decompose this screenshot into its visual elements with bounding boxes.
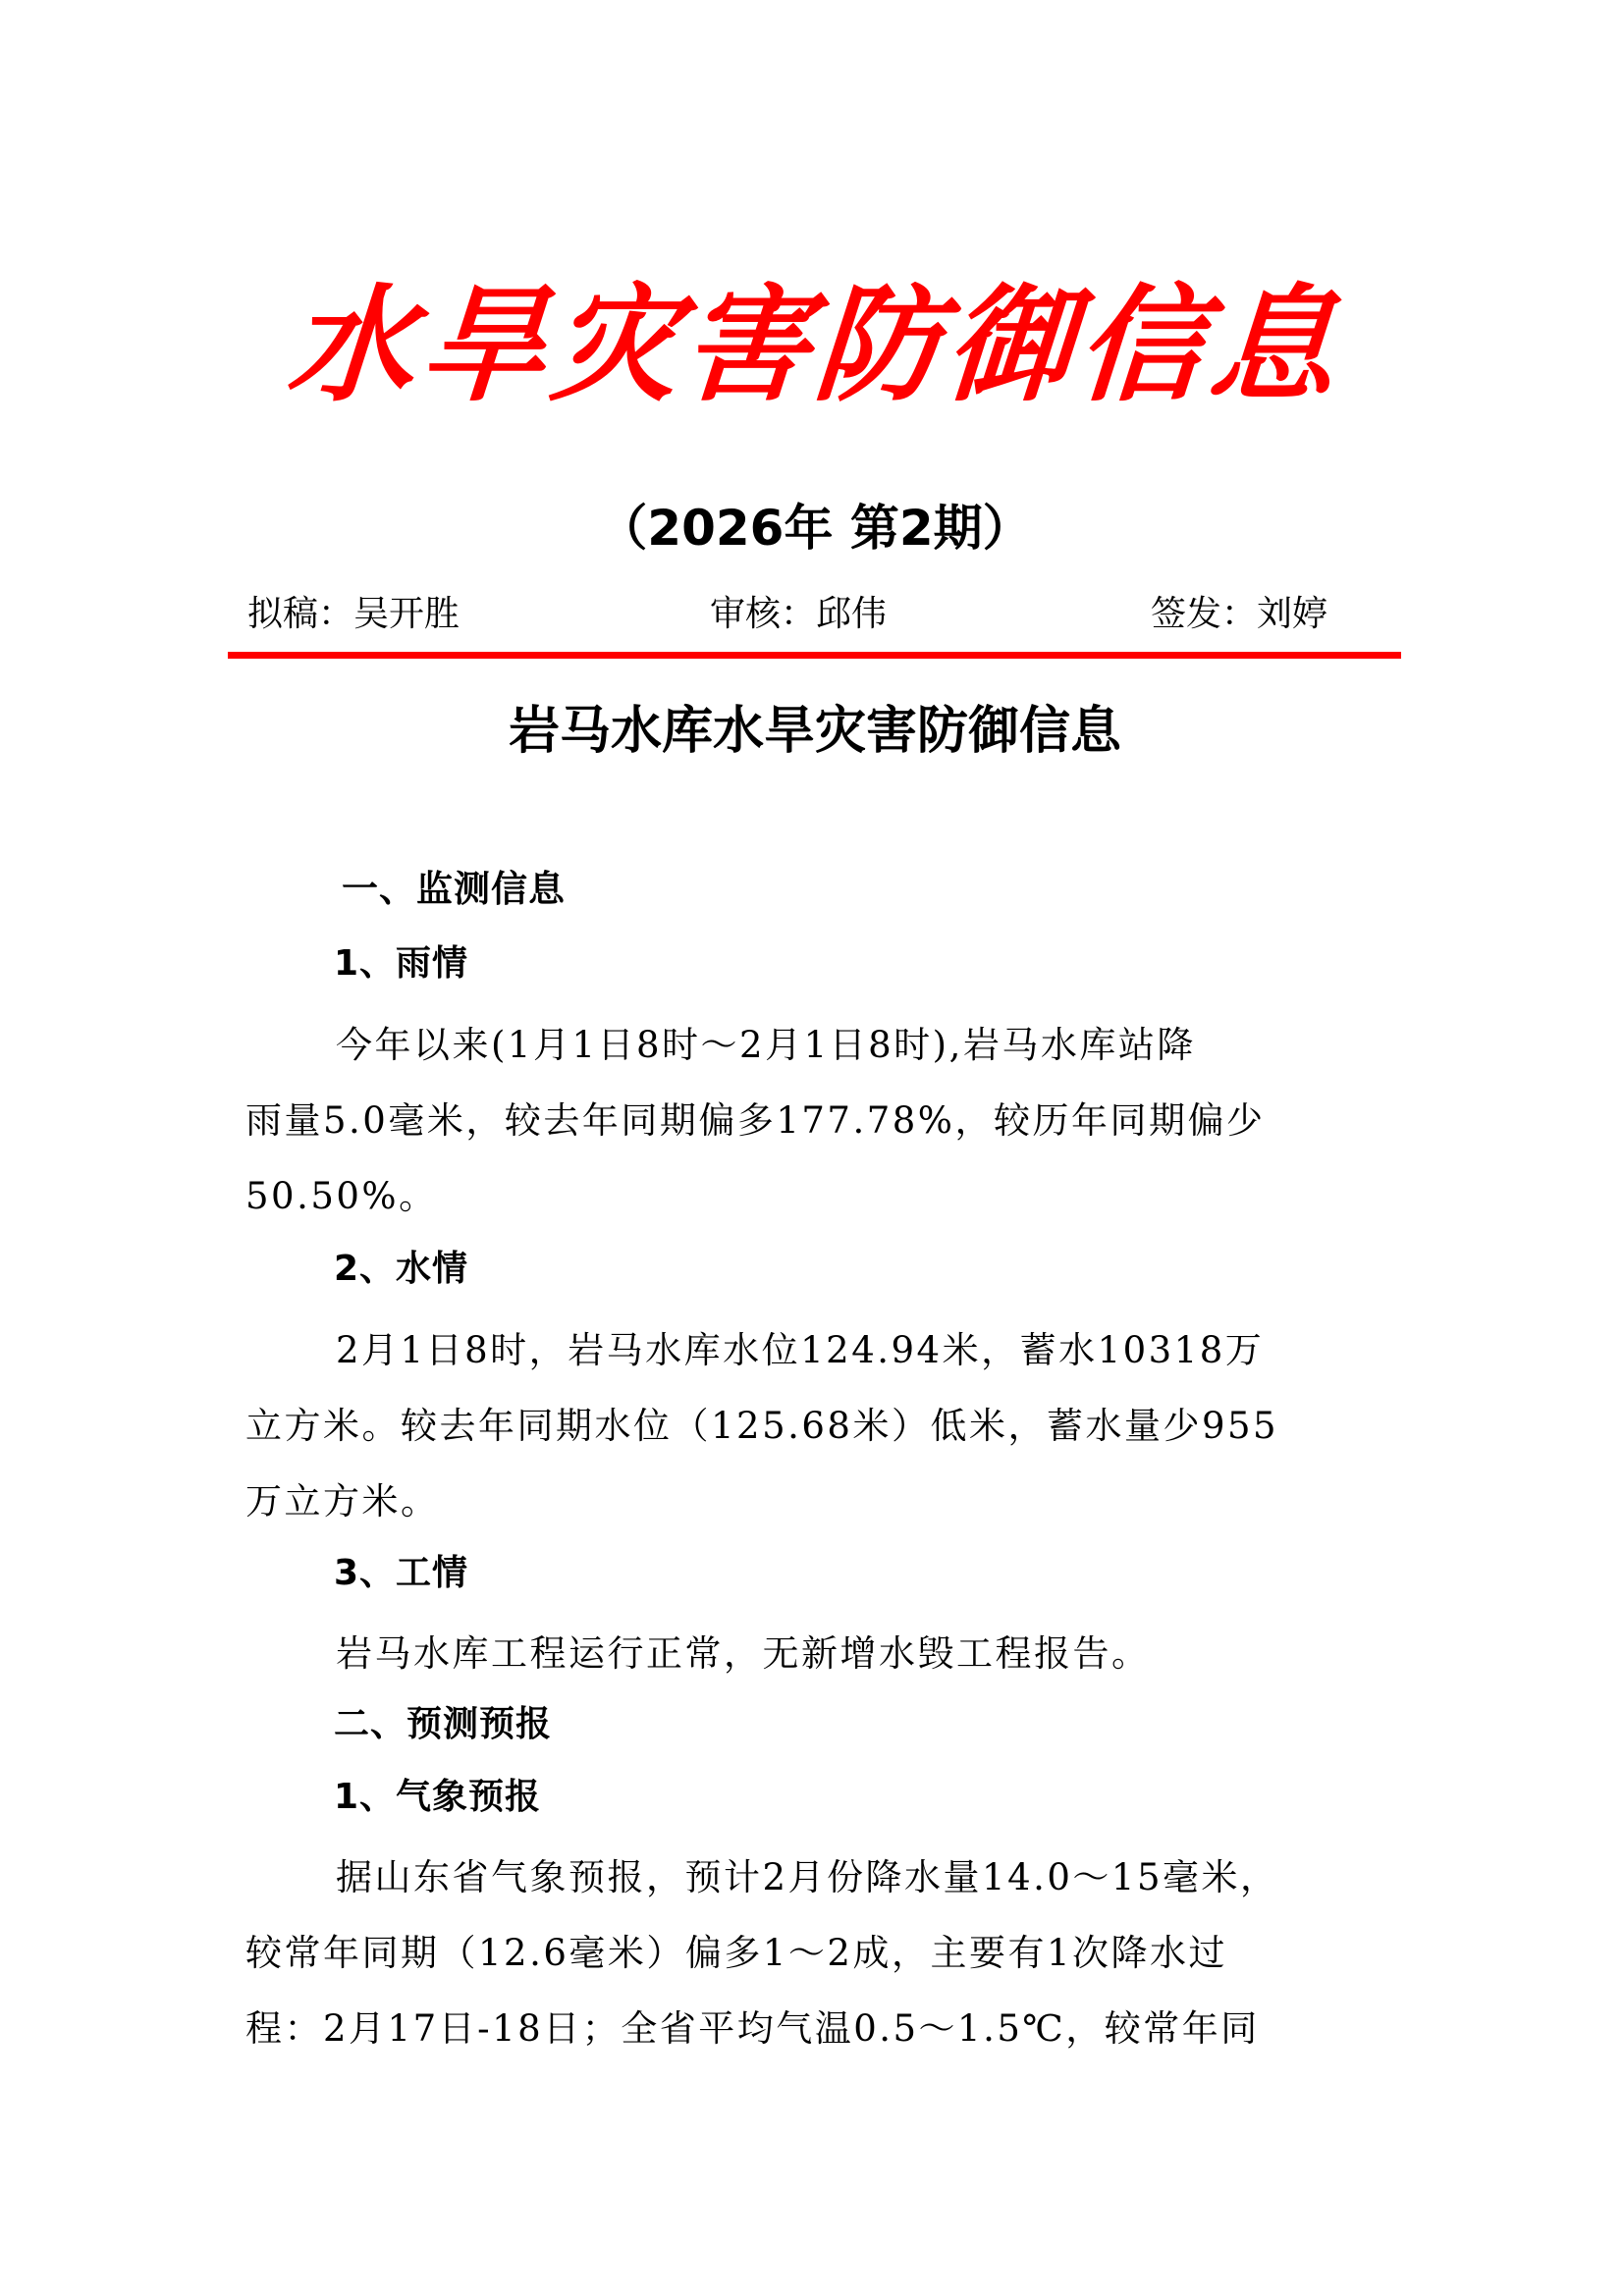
byline xyxy=(245,585,1375,644)
red-divider xyxy=(228,652,1401,659)
paragraph-line: 万立方米。 xyxy=(245,1480,440,1522)
drafter: 拟稿：吴开胜 xyxy=(247,594,460,634)
subsection-heading-water: 2、水情 xyxy=(334,1249,469,1289)
paragraph-line: 程：2月17日-18日；全省平均气温0.5～1.5℃，较常年同 xyxy=(245,2007,1260,2050)
issue-number: （2026年 第2期） xyxy=(598,500,1032,557)
reviewer: 审核：邱伟 xyxy=(710,594,888,634)
paragraph-line: 50.50%。 xyxy=(245,1175,438,1217)
subsection-heading-rainfall: 1、雨情 xyxy=(334,943,469,984)
document-title: 岩马水库水旱灾害防御信息 xyxy=(508,702,1121,761)
masthead-title: 水旱灾害防御信息 xyxy=(283,272,1347,419)
paragraph-line: 岩马水库工程运行正常，无新增水毁工程报告。 xyxy=(336,1632,1151,1675)
paragraph-line: 据山东省气象预报，预计2月份降水量14.0～15毫米， xyxy=(336,1856,1279,1898)
paragraph-line: 较常年同期（12.6毫米）偏多1～2成，主要有1次降水过 xyxy=(245,1932,1228,1974)
section-heading-forecast: 二、预测预报 xyxy=(334,1704,553,1744)
subsection-heading-weather-forecast: 1、气象预报 xyxy=(334,1777,542,1817)
paragraph-line: 立方米。较去年同期水位（125.68米）低米，蓄水量少955 xyxy=(245,1405,1279,1447)
section-heading-monitoring: 一、监测信息 xyxy=(342,868,566,910)
subsection-heading-engineering: 3、工情 xyxy=(334,1553,469,1593)
paragraph-line: 今年以来(1月1日8时～2月1日8时),岩马水库站降 xyxy=(336,1024,1196,1066)
paragraph-line: 雨量5.0毫米，较去年同期偏多177.78%，较历年同期偏少 xyxy=(245,1099,1266,1142)
issuer: 签发：刘婷 xyxy=(1151,594,1328,634)
paragraph-line: 2月1日8时，岩马水库水位124.94米，蓄水10318万 xyxy=(336,1329,1265,1371)
